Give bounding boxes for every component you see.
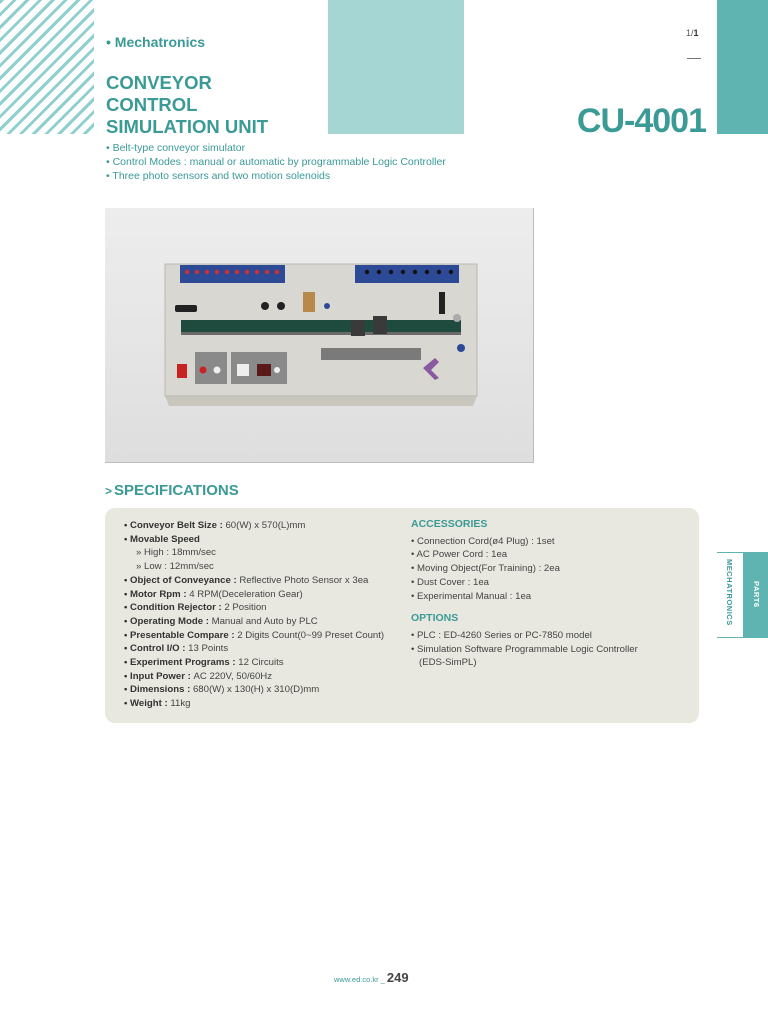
spec-label: • Control I/O : bbox=[124, 643, 189, 655]
spec-item bbox=[124, 697, 384, 711]
spec-label: • Weight : bbox=[124, 698, 171, 710]
section-side-tab bbox=[717, 552, 768, 638]
page-footer bbox=[334, 970, 409, 985]
specifications-heading bbox=[105, 482, 239, 499]
spec-label: • Operating Mode : bbox=[124, 615, 212, 627]
option-item: • Simulation Software Programmable Logic Controller bbox=[411, 643, 638, 655]
spec-item bbox=[124, 629, 384, 643]
accessories-options-column bbox=[411, 518, 691, 679]
option-item: (EDS-SimPL) bbox=[419, 657, 477, 669]
spec-label: • Presentable Compare : bbox=[124, 629, 238, 641]
accessory-item: • Experimental Manual : 1ea bbox=[411, 590, 532, 602]
spec-item bbox=[124, 533, 384, 547]
spec-item bbox=[124, 615, 384, 629]
spec-label: • Dimensions : bbox=[124, 684, 193, 696]
feature-item: • Belt-type conveyor simulator bbox=[106, 142, 246, 154]
spec-label: • Movable Speed bbox=[124, 533, 200, 545]
spec-item bbox=[124, 670, 384, 684]
spec-value: 2 Digits Count(0~99 Preset Count) bbox=[237, 629, 385, 641]
side-tab-part-label: PART6 bbox=[752, 581, 761, 608]
title-line-3: SIMULATION UNIT bbox=[106, 116, 269, 137]
teal-corner-tab bbox=[717, 0, 768, 134]
footer-url: www.ed.co.kr _ bbox=[334, 975, 385, 984]
spec-item bbox=[124, 601, 384, 615]
pager-divider bbox=[687, 58, 701, 59]
option-item: • PLC : ED-4260 Series or PC-7850 model bbox=[411, 629, 592, 641]
teal-header-block bbox=[328, 0, 464, 134]
spec-sub-item: » High : 18mm/sec bbox=[136, 547, 216, 559]
accessory-item: • Moving Object(For Training) : 2ea bbox=[411, 563, 560, 575]
specifications-list bbox=[124, 519, 384, 711]
options-heading: OPTIONS bbox=[411, 612, 459, 625]
spec-value: 11kg bbox=[170, 698, 191, 710]
spec-value: 4 RPM(Deceleration Gear) bbox=[189, 588, 303, 600]
title-line-2: CONTROL bbox=[106, 94, 198, 115]
accessories-heading: ACCESSORIES bbox=[411, 518, 488, 530]
accessory-item: • Dust Cover : 1ea bbox=[411, 576, 490, 588]
striped-header-block bbox=[0, 0, 94, 134]
spec-item bbox=[124, 656, 384, 670]
spec-value: 13 Points bbox=[188, 643, 229, 655]
spec-value: AC 220V, 50/60Hz bbox=[193, 670, 273, 682]
spec-label: • Conveyor Belt Size : bbox=[124, 520, 226, 531]
spec-label: • Motor Rpm : bbox=[124, 588, 190, 600]
spec-value: 12 Circuits bbox=[238, 657, 284, 669]
spec-label: • Condition Rejector : bbox=[124, 602, 225, 614]
spec-item bbox=[124, 574, 384, 588]
accessory-item: • Connection Cord(ø4 Plug) : 1set bbox=[411, 535, 555, 547]
spec-value: 680(W) x 130(H) x 310(D)mm bbox=[192, 684, 320, 696]
page-counter-current: 1 bbox=[686, 28, 692, 38]
page-title bbox=[106, 72, 326, 138]
spec-item bbox=[124, 642, 384, 656]
feature-list bbox=[106, 141, 446, 183]
spec-value: Reflective Photo Sensor x 3ea bbox=[239, 574, 369, 586]
spec-value: Manual and Auto by PLC bbox=[211, 615, 318, 627]
spec-label: • Experiment Programs : bbox=[124, 657, 239, 669]
page-number: 249 bbox=[386, 970, 409, 985]
spec-item bbox=[124, 588, 384, 602]
spec-item bbox=[124, 519, 384, 533]
spec-label: • Input Power : bbox=[124, 670, 194, 682]
product-photo bbox=[105, 208, 534, 463]
category-label: • Mechatronics bbox=[106, 34, 206, 50]
page-counter-separator: / bbox=[691, 28, 694, 38]
trainer-panel-illustration bbox=[105, 208, 533, 462]
feature-item: • Control Modes : manual or automatic by programmable Logic Controller bbox=[106, 156, 446, 168]
feature-item: • Three photo sensors and two motion solenoids bbox=[106, 170, 331, 182]
specifications-heading-text: SPECIFICATIONS bbox=[114, 482, 239, 499]
spec-label: • Object of Conveyance : bbox=[124, 574, 240, 586]
model-number: CU-4001 bbox=[576, 102, 706, 140]
page-counter bbox=[686, 28, 699, 38]
title-line-1: CONVEYOR bbox=[106, 72, 212, 93]
spec-value: 60(W) x 570(L)mm bbox=[225, 520, 306, 531]
options-list bbox=[411, 629, 691, 670]
spec-item bbox=[124, 683, 384, 697]
side-tab-section-label: MECHATRONICS bbox=[725, 559, 734, 626]
spec-sub-item: » Low : 12mm/sec bbox=[136, 561, 214, 573]
accessory-item: • AC Power Cord : 1ea bbox=[411, 549, 508, 561]
accessories-list bbox=[411, 535, 691, 604]
heading-marker: > bbox=[105, 484, 113, 498]
spec-value: 2 Position bbox=[224, 602, 267, 614]
page-counter-total: 1 bbox=[693, 28, 699, 38]
